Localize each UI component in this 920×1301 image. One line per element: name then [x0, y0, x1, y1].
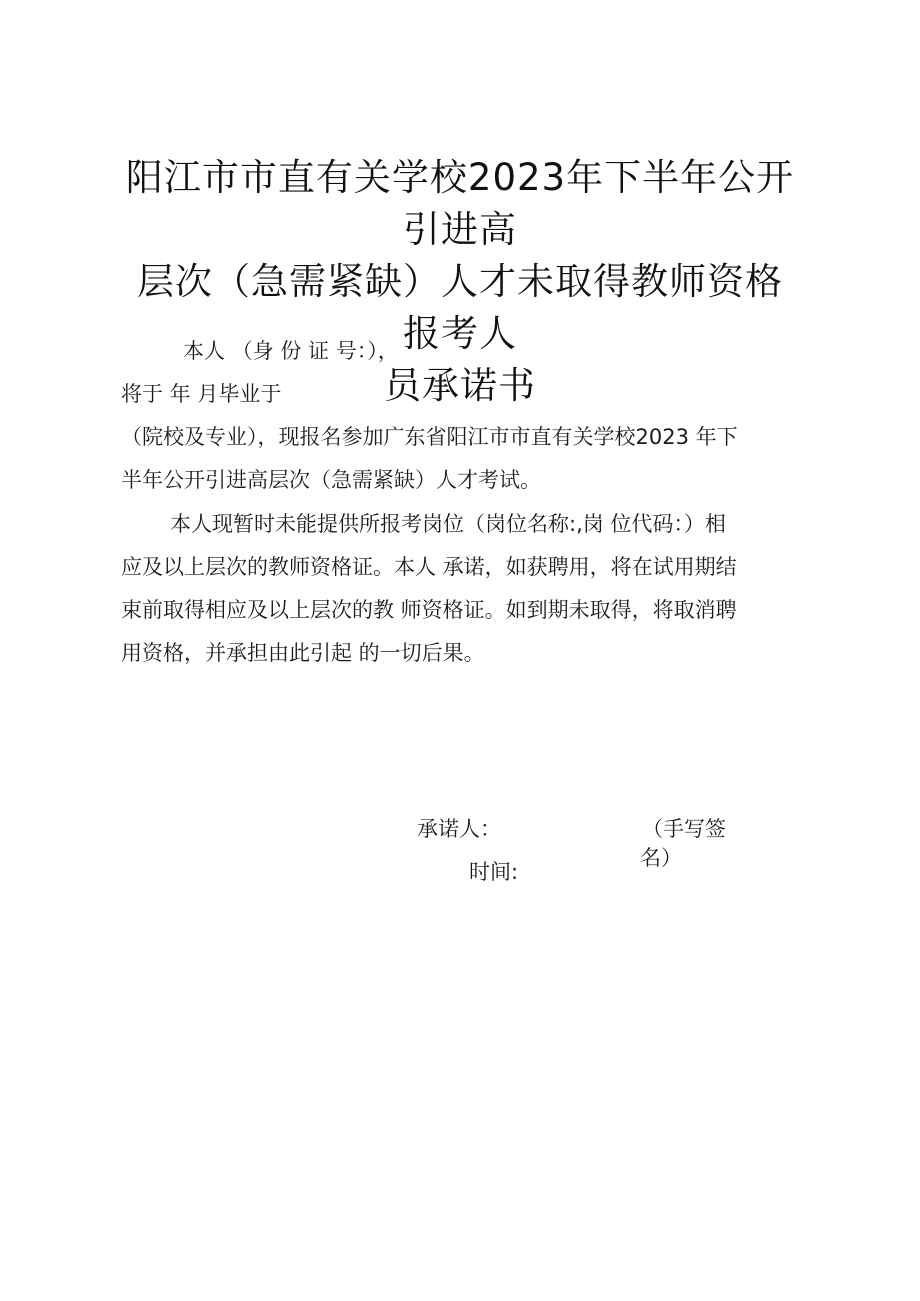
title-line-2: 层次（急需紧缺）人才未取得教师资格报考人: [137, 260, 783, 355]
document-title: [120, 152, 800, 412]
commitment-para-line-3: 束前取得相应及以上层次的教 师资格证。如到期未取得，将取消聘: [121, 598, 737, 622]
commitment-para-line-2: 应及以上层次的教师资格证。本人 承诺，如获聘用，将在试用期结: [121, 555, 737, 579]
title-line-1: 阳江市市直有关学校2023年下半年公开引进高: [125, 156, 795, 251]
exam-registration-line: 半年公开引进高层次（急需紧缺）人才考试。: [121, 468, 541, 492]
handwritten-signature-note-1: （手写签: [642, 817, 726, 841]
id-number-line: 本人 （身 份 证 号：），: [183, 339, 399, 363]
commitment-para-line-1: 本人现暂时未能提供所报考岗位（岗位名称:,岗 位代码：）相: [170, 512, 726, 536]
graduation-line: 将于 年 月毕业于: [121, 382, 282, 406]
promisor-label: 承诺人：: [417, 817, 501, 841]
commitment-para-line-4: 用资格，并承担由此引起 的一切后果。: [121, 641, 485, 665]
time-label: 时间:: [469, 860, 519, 884]
handwritten-signature-note-2: 名）: [640, 846, 682, 870]
school-major-line: （院校及专业），现报名参加广东省阳江市市直有关学校2023 年下: [121, 425, 738, 449]
title-line-3: 员承诺书: [384, 364, 536, 407]
